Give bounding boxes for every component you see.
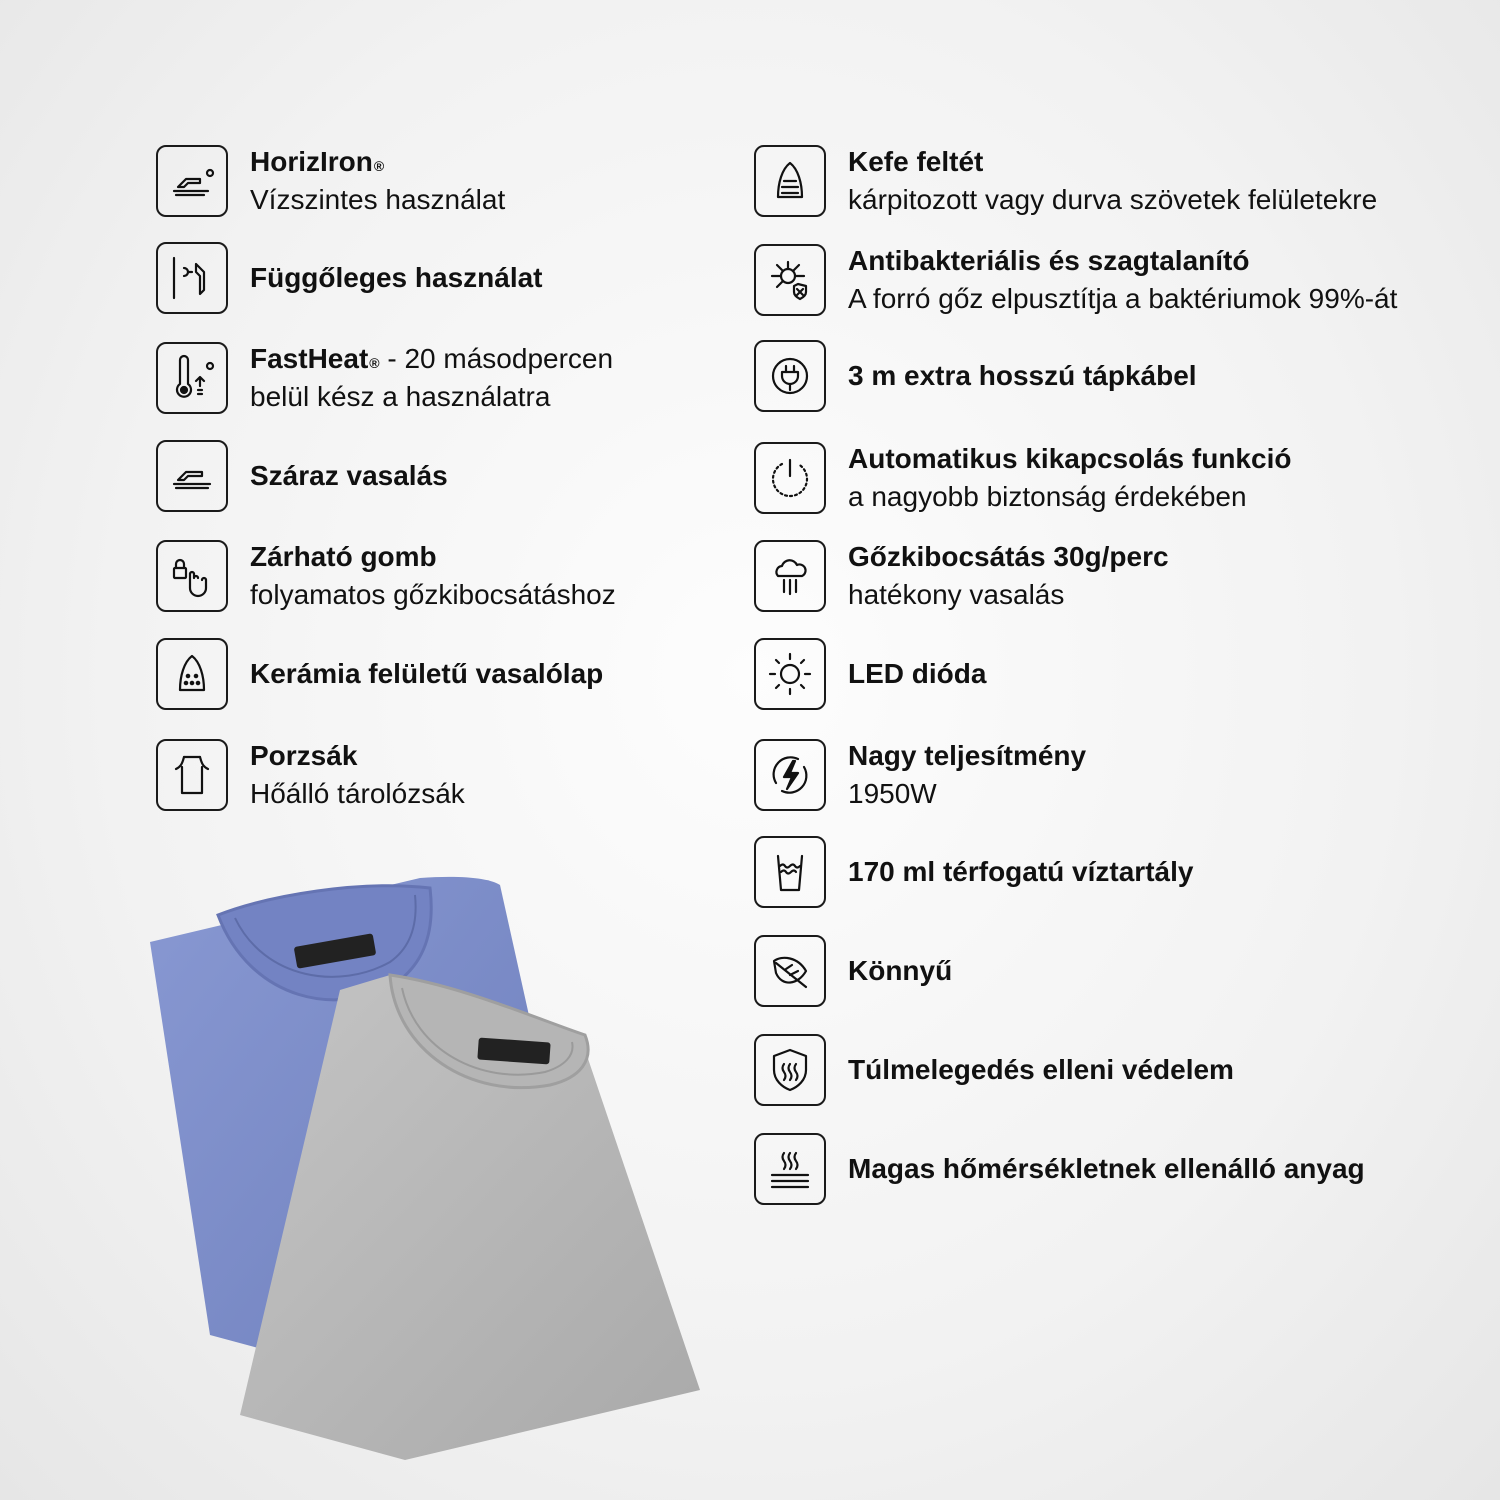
ceramic-soleplate-icon (156, 638, 228, 710)
feature-vertical-use (156, 242, 543, 314)
feature-title: Automatikus kikapcsolás funkció (848, 443, 1292, 474)
feature-title: Túlmelegedés elleni védelem (848, 1054, 1234, 1085)
feature-horiziron (156, 143, 505, 219)
lock-button-hand-icon (156, 540, 228, 612)
dry-iron-icon (156, 440, 228, 512)
feature-title: Száraz vasalás (250, 460, 448, 491)
feature-subtitle: Hőálló tárolózsák (250, 778, 465, 809)
feature-auto-off (754, 440, 1291, 516)
feature-steam-output (754, 538, 1169, 614)
feature-title: Kefe feltét (848, 146, 984, 177)
feature-subtitle: folyamatos gőzkibocsátáshoz (250, 579, 616, 610)
led-sun-icon (754, 638, 826, 710)
power-plug-icon (754, 340, 826, 412)
feature-title: LED dióda (848, 658, 987, 689)
feature-antibacterial (754, 242, 1397, 318)
thermometer-heat-icon (156, 342, 228, 414)
feature-dust-bag (156, 737, 465, 813)
feature-subtitle: belül kész a használatra (250, 381, 551, 412)
feature-title: Nagy teljesítmény (848, 740, 1087, 771)
feature-subtitle: Vízszintes használat (250, 184, 506, 215)
feature-subtitle: kárpitozott vagy durva szövetek felületekre (848, 184, 1378, 215)
feature-high-power (754, 737, 1086, 813)
feature-title: FastHeat® - 20 másodpercen (250, 343, 614, 374)
feature-lightweight (754, 935, 952, 1007)
folded-tshirts-image (140, 870, 710, 1460)
feature-fastheat (156, 340, 613, 416)
feature-title: Könnyű (848, 955, 953, 986)
feature-brush-attachment (754, 143, 1377, 219)
feature-subtitle: a nagyobb biztonság érdekében (848, 481, 1247, 512)
feather-light-icon (754, 935, 826, 1007)
feature-led (754, 638, 986, 710)
feature-title: 170 ml térfogatú víztartály (848, 856, 1194, 887)
feature-title: Magas hőmérsékletnek ellenálló anyag (848, 1153, 1365, 1184)
feature-subtitle: A forró gőz elpusztítja a baktériumok 99%-át (848, 283, 1398, 314)
overheat-shield-icon (754, 1034, 826, 1106)
feature-lockable-button (156, 538, 616, 614)
feature-overheat-protection (754, 1034, 1234, 1106)
feature-title: Gőzkibocsátás 30g/perc (848, 541, 1169, 572)
water-tank-icon (754, 836, 826, 908)
feature-ceramic-soleplate (156, 638, 603, 710)
feature-title: Zárható gomb (250, 541, 437, 572)
feature-title: Kerámia felületű vasalólap (250, 658, 604, 689)
brush-attachment-icon (754, 145, 826, 217)
feature-title: Porzsák (250, 740, 358, 771)
storage-bag-icon (156, 739, 228, 811)
feature-title: Függőleges használat (250, 262, 543, 293)
heat-resistant-material-icon (754, 1133, 826, 1205)
power-bolt-icon (754, 739, 826, 811)
feature-subtitle: hatékony vasalás (848, 579, 1065, 610)
feature-power-cable (754, 340, 1197, 412)
steam-cloud-icon (754, 540, 826, 612)
auto-off-timer-icon (754, 442, 826, 514)
feature-heat-resistant (754, 1133, 1365, 1205)
feature-water-tank (754, 836, 1193, 908)
vertical-steam-icon (156, 242, 228, 314)
antibacterial-icon (754, 244, 826, 316)
feature-title: Antibakteriális és szagtalanító (848, 245, 1250, 276)
feature-title: HorizIron® (250, 146, 385, 177)
feature-title: 3 m extra hosszú tápkábel (848, 360, 1197, 391)
feature-subtitle: 1950W (848, 778, 937, 809)
feature-dry-ironing (156, 440, 448, 512)
horizontal-iron-icon (156, 145, 228, 217)
